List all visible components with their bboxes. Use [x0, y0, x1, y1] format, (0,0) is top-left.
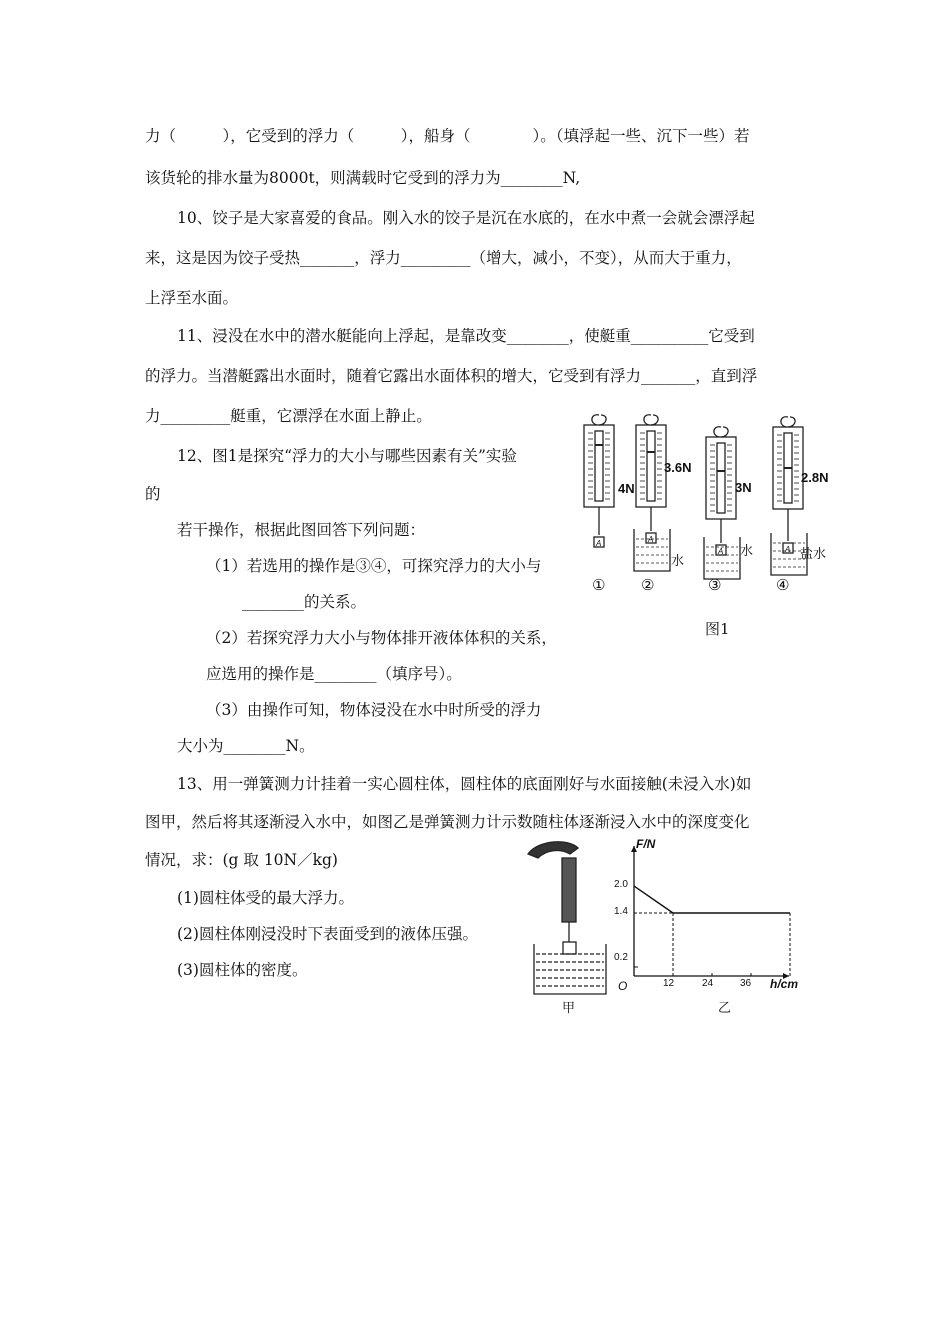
text-line: （3）由操作可知，物体浸没在水中时所受的浮力	[206, 701, 542, 719]
text-line: （2）若探究浮力大小与物体排开液体体积的关系，	[206, 629, 557, 647]
label-yi: 乙	[718, 1000, 732, 1015]
block-a-label: A	[785, 545, 791, 554]
hook-icon	[781, 417, 795, 427]
axis-xlabel: h/cm	[770, 977, 799, 991]
text-line: (3)圆柱体的密度。	[177, 961, 308, 979]
graph-yi	[631, 846, 790, 979]
text-line: 应选用的操作是________（填序号）。	[206, 665, 462, 683]
text-line: 该货轮的排水量为8000t，则满载时它受到的浮力为________N,	[145, 169, 581, 187]
text-line: 若干操作，根据此图回答下列问题：	[177, 521, 426, 539]
text-line: 力（ ），它受到的浮力（ ），船身（ ）。（填浮起一些、沉下一些）若	[145, 127, 750, 145]
text-line: ________的关系。	[242, 593, 367, 611]
liquid-label: 盐水	[800, 546, 827, 561]
text-line: （1）若选用的操作是③④，可探究浮力的大小与	[206, 557, 542, 575]
text-line: 上浮至水面。	[145, 289, 239, 307]
axis-origin: O	[618, 979, 628, 993]
step-label: ②	[641, 577, 655, 594]
reading-label: 3.6N	[664, 460, 692, 475]
axis-ylabel: F/N	[636, 837, 656, 851]
xtick-label: 12	[663, 978, 675, 989]
step-label: ③	[708, 577, 722, 594]
scale-tube	[647, 431, 655, 501]
block-a-label: A	[596, 539, 602, 548]
reading-label: 4N	[618, 481, 635, 496]
hook-icon	[592, 415, 606, 425]
hook-icon	[644, 415, 658, 425]
hook-icon	[714, 427, 728, 437]
figure-1-spring-scales	[570, 405, 850, 595]
figure-1-caption: 图1	[705, 620, 730, 638]
text-line: 的	[145, 485, 161, 503]
liquid-label: 水	[671, 553, 685, 568]
label-jia: 甲	[562, 1000, 576, 1015]
xtick-label: 24	[702, 978, 714, 989]
text-line: 13、用一弹簧测力计挂着一实心圆柱体，圆柱体的底面刚好与水面接触(未浸入水)如	[177, 775, 752, 793]
beaker	[704, 537, 740, 579]
reading-label: 2.8N	[801, 470, 829, 485]
text-line: 情况，求：(g 取 10N／kg)	[145, 851, 338, 869]
reading-label: 3N	[735, 480, 752, 495]
xtick-label: 36	[740, 978, 752, 989]
series-line	[634, 886, 790, 913]
apparatus-jia	[528, 842, 606, 994]
ytick-label: 2.0	[614, 879, 628, 890]
scale-tube	[595, 431, 603, 501]
text-line: 11、浸没在水中的潜水艇能向上浮起，是靠改变________，使艇重__________它受到	[177, 327, 755, 345]
ytick-label: 0.2	[614, 952, 628, 963]
text-line: 12、图1是探究“浮力的大小与哪些因素有关”实验	[177, 447, 517, 465]
block-a-label: A	[648, 535, 654, 544]
liquid-label: 水	[740, 543, 754, 558]
scale-tube	[717, 443, 725, 513]
text-line: 来，这是因为饺子受热_______，浮力_________（增大，减小，不变），从而大于重力，	[145, 249, 742, 267]
figure-2	[518, 836, 818, 1018]
text-line: 力_________艇重，它漂浮在水面上静止。	[145, 407, 432, 425]
step-label: ④	[776, 577, 790, 594]
text-line: 10、饺子是大家喜爱的食品。刚入水的饺子是沉在水底的，在水中煮一会就会漂浮起	[177, 209, 755, 227]
text-line: 图甲，然后将其逐渐浸入水中，如图乙是弹簧测力计示数随柱体逐渐浸入水中的深度变化	[145, 813, 750, 831]
text-line: (1)圆柱体受的最大浮力。	[177, 889, 354, 907]
ytick-label: 1.4	[614, 906, 628, 917]
text-line: (2)圆柱体刚浸没时下表面受到的液体压强。	[177, 925, 478, 943]
block-a-label: A	[718, 547, 724, 556]
text-line: 的浮力。当潜艇露出水面时，随着它露出水面体积的增大，它受到有浮力_______，直到浮	[145, 367, 758, 385]
text-line: 大小为________N。	[177, 737, 315, 755]
step-label: ①	[592, 577, 606, 594]
